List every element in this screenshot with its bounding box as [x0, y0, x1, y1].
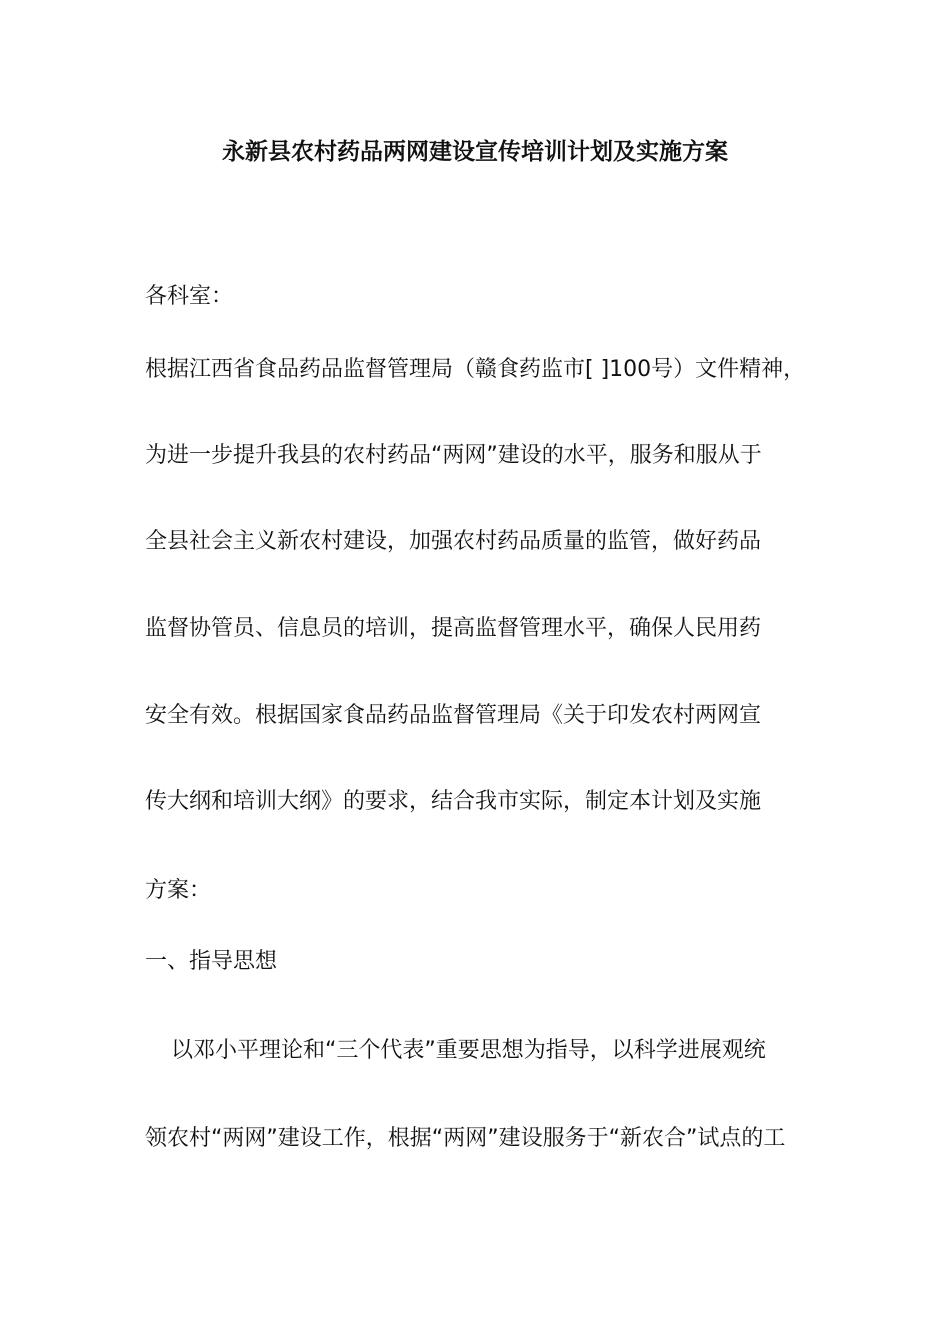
paragraph-line: 根据江西省食品药品监督管理局（赣食药监市[ ]100号）文件精神，: [145, 357, 806, 382]
paragraph-line: 监督协管员、信息员的培训，提高监督管理水平，确保人民用药: [145, 616, 762, 641]
paragraph-line: 以邓小平理论和“三个代表”重要思想为指导，以科学进展观统: [171, 1038, 766, 1063]
section-heading: 一、指导思想: [145, 949, 278, 974]
paragraph-line: 安全有效。根据国家食品药品监督管理局《关于印发农村两网宣: [145, 703, 762, 728]
document-title: 永新县农村药品两网建设宣传培训计划及实施方案: [222, 139, 728, 165]
paragraph-line: 为进一步提升我县的农村药品“两网”建设的水平，服务和服从于: [145, 443, 762, 468]
paragraph-line: 方案：: [145, 878, 212, 903]
paragraph-line: 领农村“两网”建设工作，根据“两网”建设服务于“新农合”试点的工: [145, 1126, 786, 1151]
salutation: 各科室：: [145, 284, 234, 309]
paragraph-line: 全县社会主义新农村建设，加强农村药品质量的监管，做好药品: [145, 529, 762, 554]
paragraph-line: 传大纲和培训大纲》的要求，结合我市实际，制定本计划及实施: [145, 789, 762, 814]
